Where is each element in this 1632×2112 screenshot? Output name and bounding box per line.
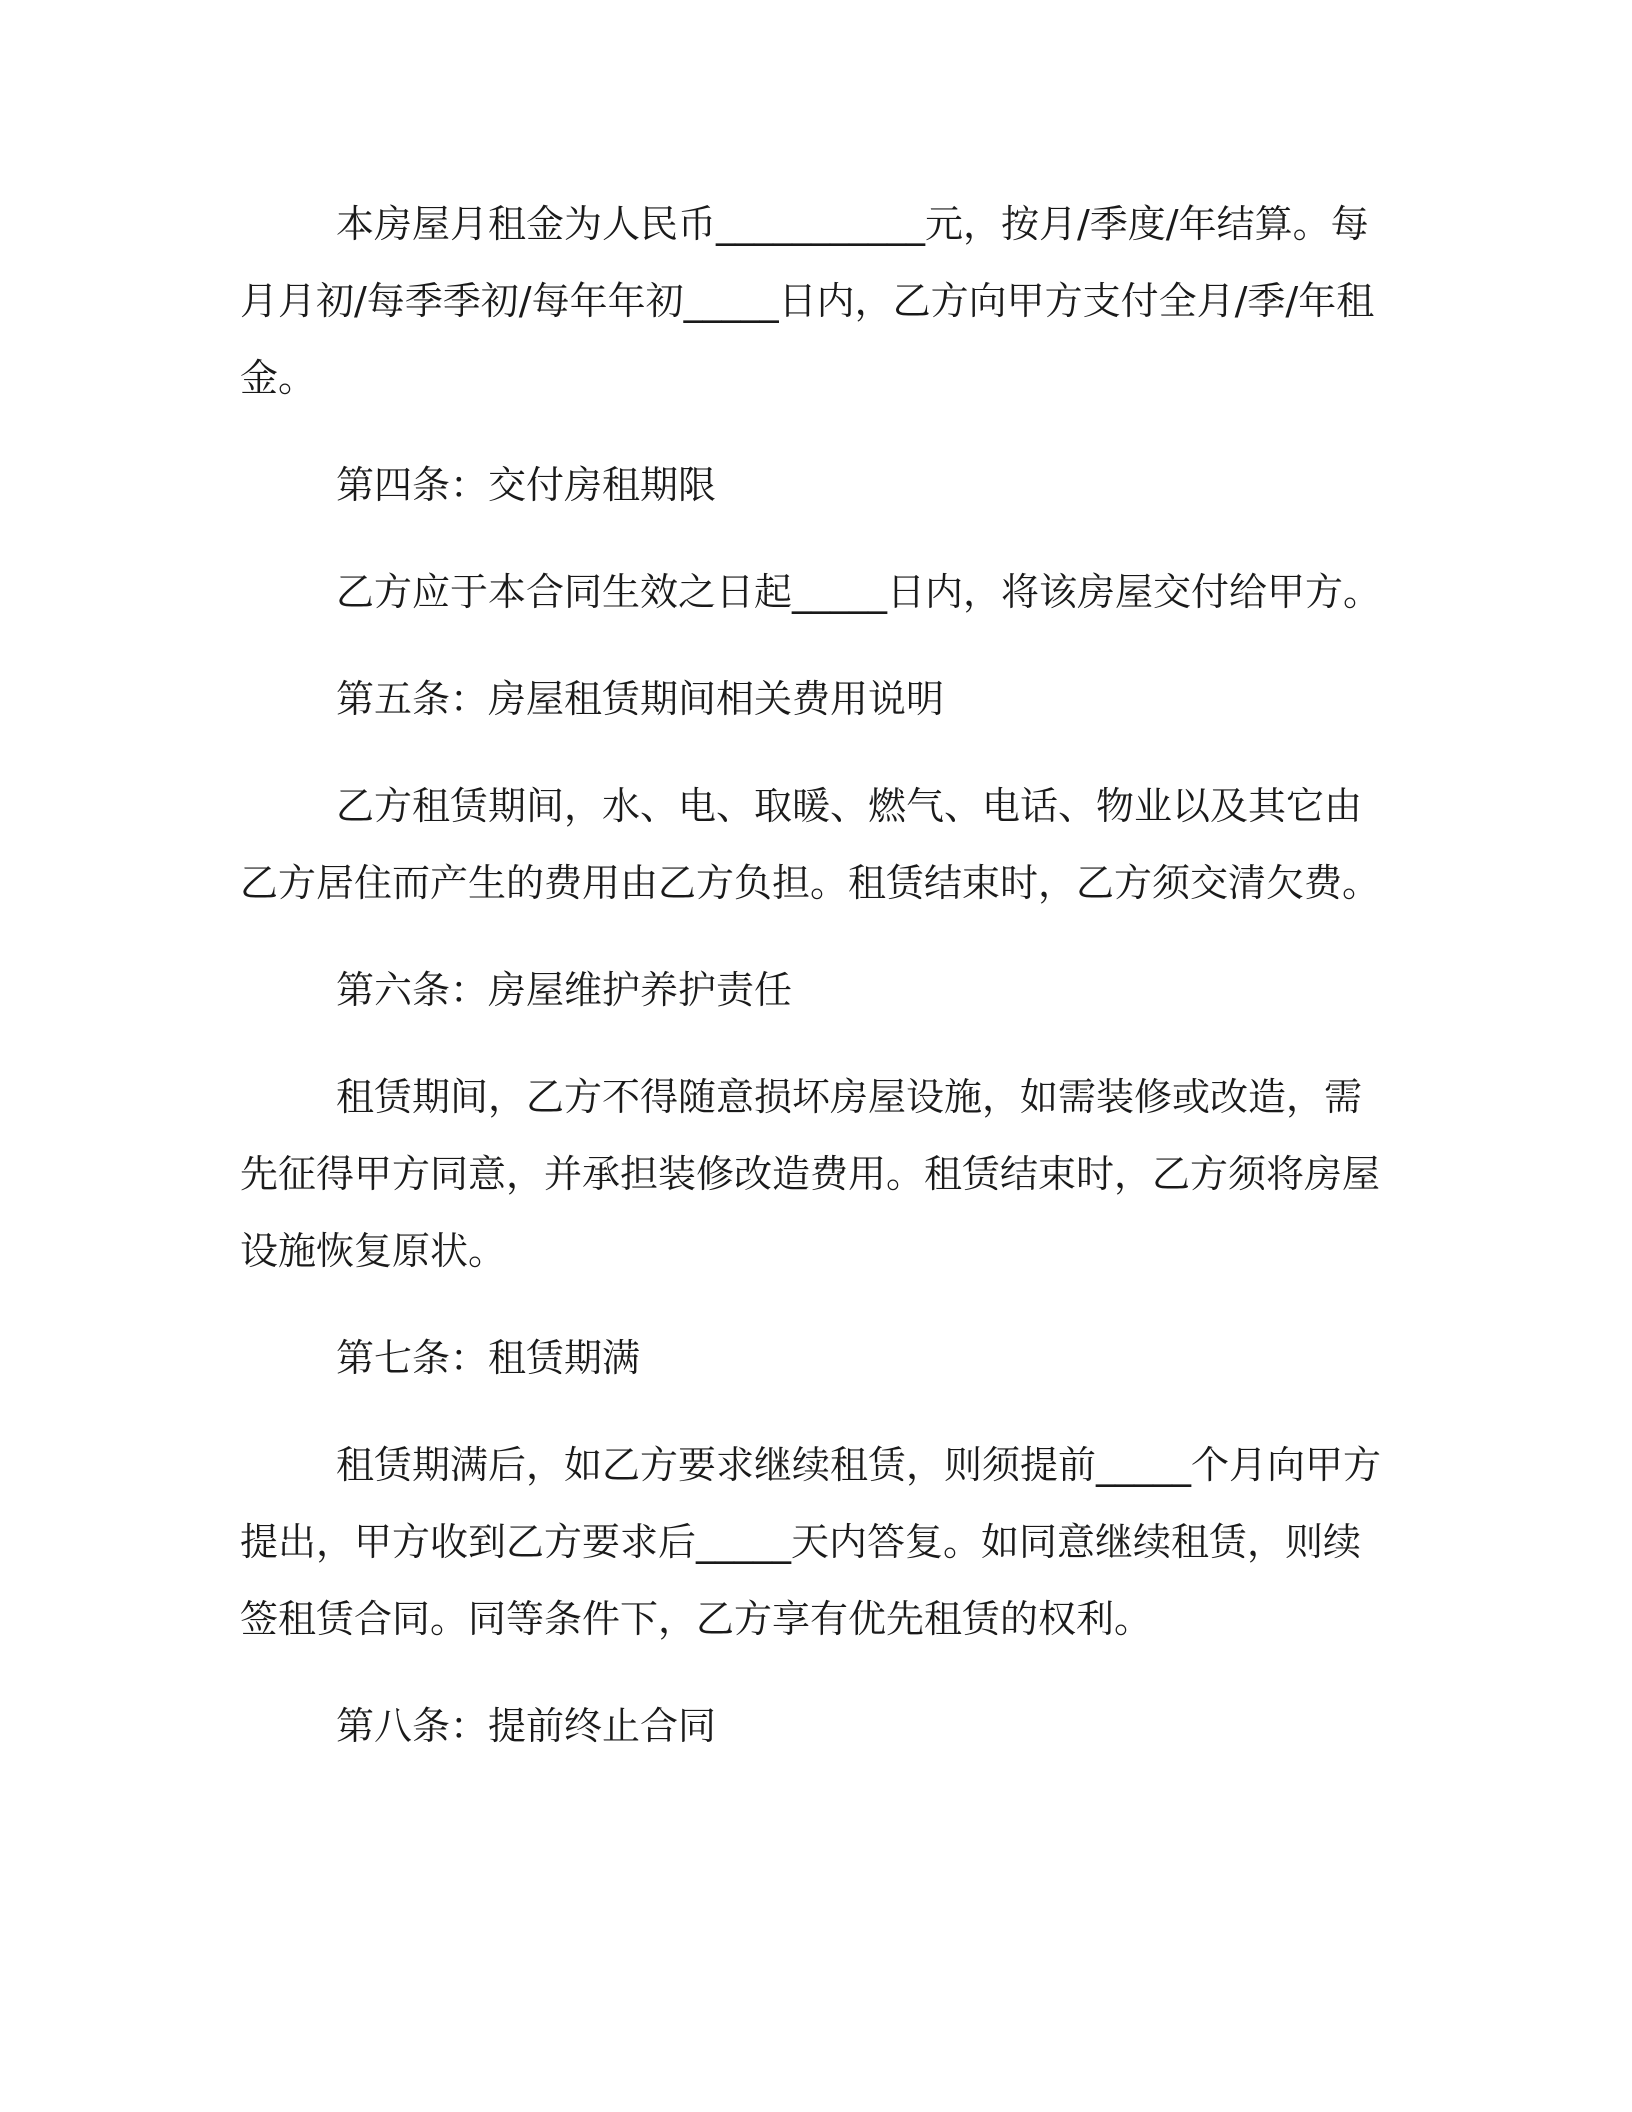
heading-article-5: 第五条：房屋租赁期间相关费用说明 <box>336 677 945 721</box>
paragraph-rent-payment: 本房屋月租金为人民币___________元，按月/季度/年结算。每月月初/每季季初/每年年初_____日内，乙方向甲方支付全月/季/年租金。 <box>240 202 1375 400</box>
paragraph-expenses: 乙方租赁期间，水、电、取暖、燃气、电话、物业以及其它由乙方居住而产生的费用由乙方负担。租赁结束时，乙方须交清欠费。 <box>240 784 1381 905</box>
heading-article-6: 第六条：房屋维护养护责任 <box>336 968 793 1012</box>
paragraph-delivery: 乙方应于本合同生效之日起_____日内，将该房屋交付给甲方。 <box>336 570 1382 614</box>
document-body <box>240 186 1392 1795</box>
heading-article-4: 第四条：交付房租期限 <box>336 463 717 507</box>
paragraph-lease-expiry: 租赁期满后，如乙方要求继续租赁，则须提前_____个月向甲方提出，甲方收到乙方要求后_____天内答复。如同意继续租赁，则续签租赁合同。同等条件下，乙方享有优先租赁的权利。 <box>240 1443 1382 1641</box>
heading-article-7: 第七条：租赁期满 <box>336 1336 641 1380</box>
heading-article-8: 第八条：提前终止合同 <box>336 1704 717 1748</box>
paragraph-maintenance: 租赁期间，乙方不得随意损坏房屋设施，如需装修或改造，需先征得甲方同意，并承担装修改造费用。租赁结束时，乙方须将房屋设施恢复原状。 <box>240 1075 1381 1273</box>
